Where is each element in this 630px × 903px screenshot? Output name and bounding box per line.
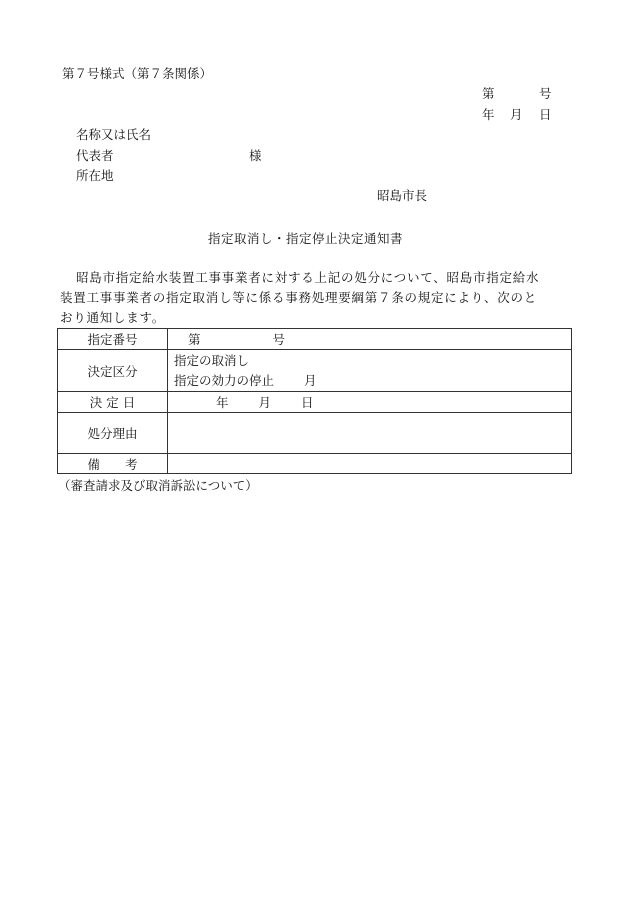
representative-label: 代表者	[76, 148, 114, 163]
remarks-value	[168, 454, 572, 474]
decision-date-label: 決 定 日	[58, 392, 168, 413]
table-row-decision-date	[58, 392, 572, 413]
form-number: 第７号様式（第７条関係）	[62, 66, 213, 81]
decision-option-revocation: 指定の取消し	[174, 352, 250, 368]
table-row-remarks	[58, 454, 572, 474]
body-line-1: 昭島市指定給水装置工事事業者に対する上記の処分について、昭島市指定給水	[76, 270, 540, 285]
document-title: 指定取消し・指定停止決定通知書	[208, 231, 404, 246]
designation-number-prefix: 第	[188, 332, 201, 347]
body-line-3: おり通知します。	[60, 310, 166, 325]
table-row-designation-number	[58, 329, 572, 350]
decision-table	[57, 328, 572, 474]
issuer-name: 昭島市長	[377, 188, 428, 203]
suspension-months-unit: 月	[304, 372, 317, 388]
designation-number-value	[168, 329, 572, 350]
decision-date-month: 月	[258, 395, 272, 410]
reason-value	[168, 413, 572, 454]
recipient-name-label: 名称又は氏名	[76, 127, 152, 142]
honorific-sama: 様	[249, 148, 262, 163]
designation-number-suffix: 号	[272, 332, 286, 347]
doc-number-suffix: 号	[539, 86, 552, 101]
decision-date-day: 日	[301, 395, 314, 410]
decision-date-year: 年	[216, 395, 229, 410]
decision-type-label: 決定区分	[58, 350, 168, 392]
decision-option-suspension: 指定の効力の停止 月	[174, 372, 317, 388]
appeal-note: （審査請求及び取消訴訟について）	[58, 478, 258, 493]
table-row-decision-type	[58, 350, 572, 392]
decision-type-value	[168, 350, 572, 392]
doc-number-prefix: 第	[482, 86, 495, 101]
date-day: 日	[539, 107, 552, 122]
reason-label: 処分理由	[58, 413, 168, 454]
table-row-reason	[58, 413, 572, 454]
body-paragraph	[62, 268, 582, 328]
body-line-2: 装置工事事業者の指定取消し等に係る事務処理要綱第７条の規定により、次のと	[60, 290, 538, 305]
date-month: 月	[510, 107, 523, 122]
designation-number-label: 指定番号	[58, 329, 168, 350]
remarks-label: 備 考	[58, 454, 168, 474]
date-year: 年	[482, 107, 495, 122]
address-label: 所在地	[76, 168, 114, 183]
decision-date-value	[168, 392, 572, 413]
